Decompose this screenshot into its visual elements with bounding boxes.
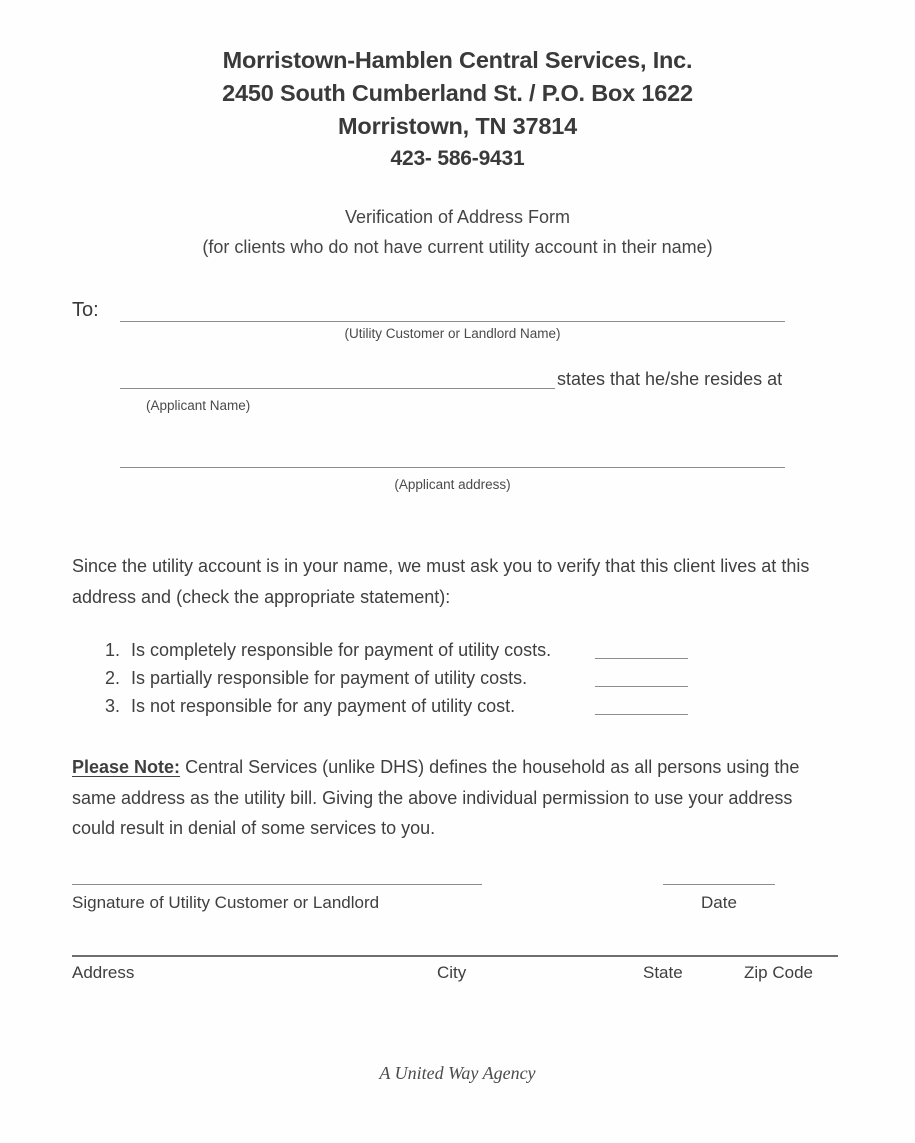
letterhead (0, 44, 915, 175)
street-address: 2450 South Cumberland St. / P.O. Box 1622 (222, 80, 693, 106)
applicant-name-caption: (Applicant Name) (146, 398, 251, 413)
option-number-2: 2. (105, 668, 121, 688)
please-note-label: Please Note: (72, 757, 181, 777)
signature-label: Signature of Utility Customer or Landlord (72, 893, 380, 912)
option-number-3: 3. (105, 696, 121, 716)
option-blank-1[interactable] (595, 658, 688, 659)
zip-code-label: Zip Code (744, 963, 813, 982)
utility-customer-caption: (Utility Customer or Landlord Name) (344, 326, 561, 341)
to-label: To: (72, 299, 99, 321)
form-title: Verification of Address Form (344, 207, 571, 227)
date-line[interactable] (663, 884, 775, 885)
address-label: Address (72, 963, 135, 982)
city-label: City (437, 963, 467, 982)
organization-name: Morristown-Hamblen Central Services, Inc. (222, 47, 693, 73)
phone-number: 423- 586-9431 (390, 147, 525, 170)
responsibility-options (105, 636, 745, 720)
form-eligibility-note: (for clients who do not have current utility account in their name) (202, 237, 713, 257)
please-note-block (72, 752, 832, 844)
applicant-address-line[interactable] (120, 467, 785, 468)
date-label: Date (701, 893, 737, 912)
option-text-3: Is not responsible for any payment of utility cost. (131, 696, 516, 716)
option-blank-2[interactable] (595, 686, 688, 687)
option-blank-3[interactable] (595, 714, 688, 715)
please-note-text: Central Services (unlike DHS) defines the household as all persons using the same address as the utility bill. Giving the above individual permission to use your address could result in denial of some services to you. (72, 757, 800, 838)
intro-paragraph: Since the utility account is in your name, we must ask you to verify that this client lives at this address and (check the appropriate statement): (72, 556, 810, 607)
option-text-2: Is partially responsible for payment of utility costs. (131, 668, 528, 688)
applicant-name-line[interactable] (120, 388, 555, 389)
state-label: State (643, 963, 683, 982)
option-row-2 (105, 664, 745, 692)
signature-line[interactable] (72, 884, 482, 885)
address-row-line[interactable] (72, 955, 838, 957)
option-row-1 (105, 636, 745, 664)
applicant-address-caption: (Applicant address) (394, 477, 511, 492)
form-subtitle (0, 202, 915, 262)
option-text-1: Is completely responsible for payment of utility costs. (131, 640, 552, 660)
city-state-zip: Morristown, TN 37814 (338, 113, 577, 139)
option-number-1: 1. (105, 640, 121, 660)
utility-customer-name-line[interactable] (120, 321, 785, 322)
footer-agency: A United Way Agency (379, 1063, 536, 1083)
resides-at-text: states that he/she resides at (557, 369, 783, 389)
option-row-3 (105, 692, 745, 720)
